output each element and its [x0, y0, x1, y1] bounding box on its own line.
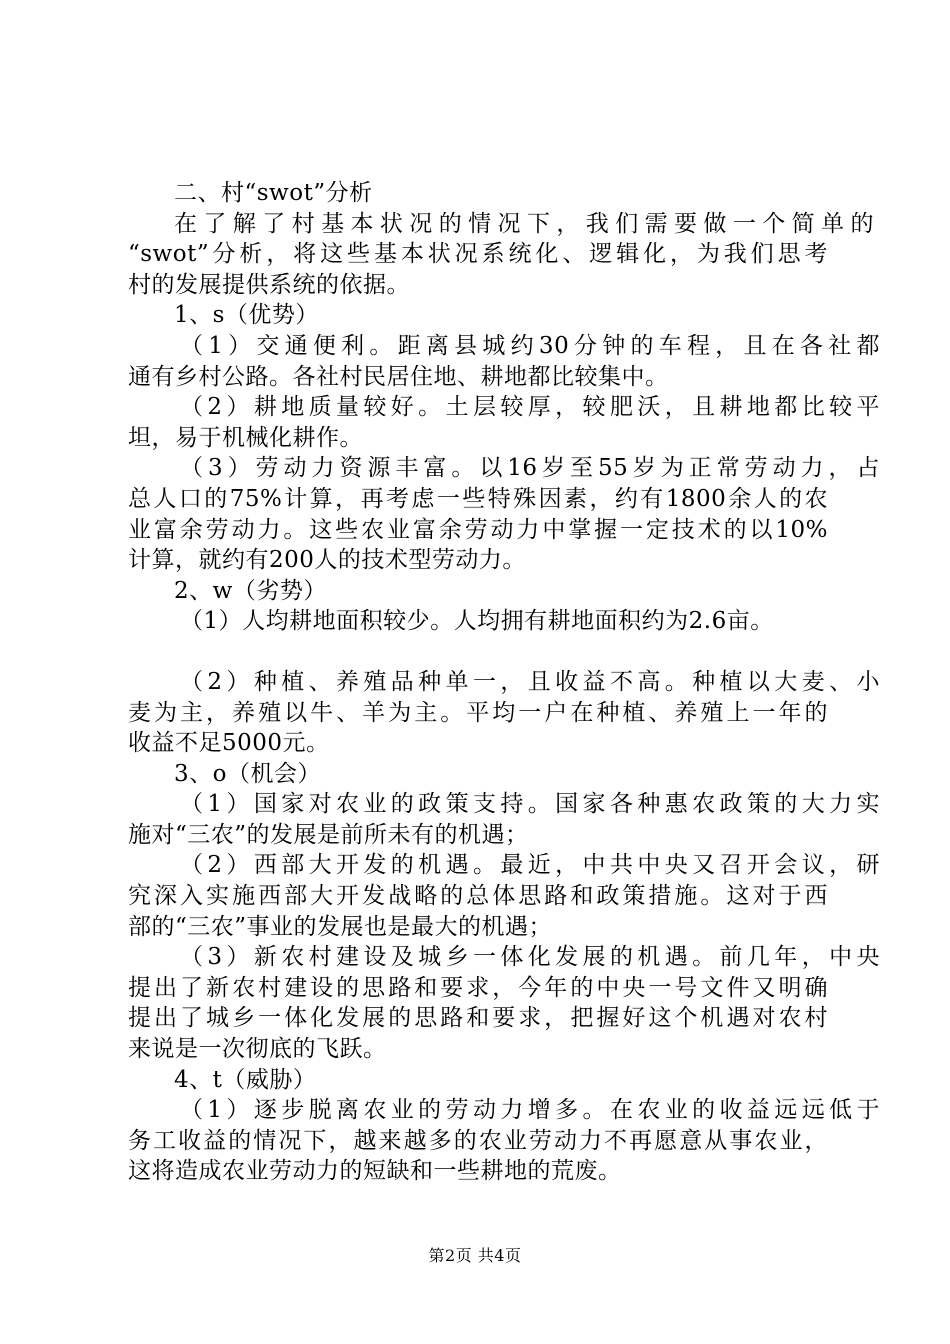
- text-line: （1）逐步脱离农业的劳动力增多。在农业的收益远远低于: [180, 1097, 880, 1124]
- text-line: 业富余劳动力。这些农业富余劳动力中掌握一定技术的以10%: [128, 516, 828, 543]
- text-line: （3）新农村建设及城乡一体化发展的机遇。前几年，中央: [180, 944, 880, 971]
- text-line: （3）劳动力资源丰富。以16岁至55岁为正常劳动力，占: [180, 455, 880, 482]
- text-line: 总人口的75%计算，再考虑一些特殊因素，约有1800余人的农: [128, 485, 828, 512]
- text-line: （1）交通便利。距离县城约30分钟的车程，且在各社都: [180, 332, 880, 359]
- text-line: （1）人均耕地面积较少。人均拥有耕地面积约为2.6亩。: [180, 608, 774, 635]
- blank-line: [128, 637, 828, 667]
- text-line: 施对“三农”的发展是前所未有的机遇；: [128, 821, 529, 848]
- document-body: [128, 178, 880, 1187]
- text-line: （2）种植、养殖品种单一，且收益不高。种植以大麦、小: [180, 668, 880, 695]
- text-line: 这将造成农业劳动力的短缺和一些耕地的荒废。: [128, 1158, 622, 1185]
- text-line: “swot”分析，将这些基本状况系统化、逻辑化，为我们思考: [128, 241, 828, 268]
- text-line: 通有乡村公路。各社村民居住地、耕地都比较集中。: [128, 363, 669, 390]
- text-line: 麦为主，养殖以牛、羊为主。平均一户在种植、养殖上一年的: [128, 699, 828, 726]
- text-line: （2）耕地质量较好。土层较厚，较肥沃，且耕地都比较平: [180, 394, 880, 421]
- text-line: 3、o（机会）: [174, 760, 321, 787]
- text-line: （1）国家对农业的政策支持。国家各种惠农政策的大力实: [180, 791, 880, 818]
- text-line: 4、t（威胁）: [174, 1066, 317, 1093]
- text-line: 在了解了村基本状况的情况下，我们需要做一个简单的: [174, 210, 874, 237]
- text-line: 计算，就约有200人的技术型劳动力。: [128, 547, 526, 574]
- text-line: 2、w（劣势）: [174, 577, 327, 604]
- text-line: 收益不足5000元。: [128, 730, 330, 757]
- text-line: 坦，易于机械化耕作。: [128, 424, 363, 451]
- text-line: 提出了城乡一体化发展的思路和要求，把握好这个机遇对农村: [128, 1005, 828, 1032]
- text-line: 1、s（优势）: [174, 302, 319, 329]
- text-line: （2）西部大开发的机遇。最近，中共中央又召开会议，研: [180, 852, 880, 879]
- text-line: 务工收益的情况下，越来越多的农业劳动力不再愿意从事农业，: [128, 1127, 828, 1154]
- page-footer: 第2页 共4页: [428, 1246, 522, 1265]
- text-line: 村的发展提供系统的依据。: [128, 271, 410, 298]
- text-line: 提出了新农村建设的思路和要求，今年的中央一号文件又明确: [128, 974, 828, 1001]
- text-line: 来说是一次彻底的飞跃。: [128, 1036, 387, 1063]
- text-line: 二、村“swot”分析: [174, 180, 373, 206]
- text-line: 部的“三农”事业的发展也是最大的机遇；: [128, 913, 553, 940]
- text-line: 究深入实施西部大开发战略的总体思路和政策措施。这对于西: [128, 883, 828, 910]
